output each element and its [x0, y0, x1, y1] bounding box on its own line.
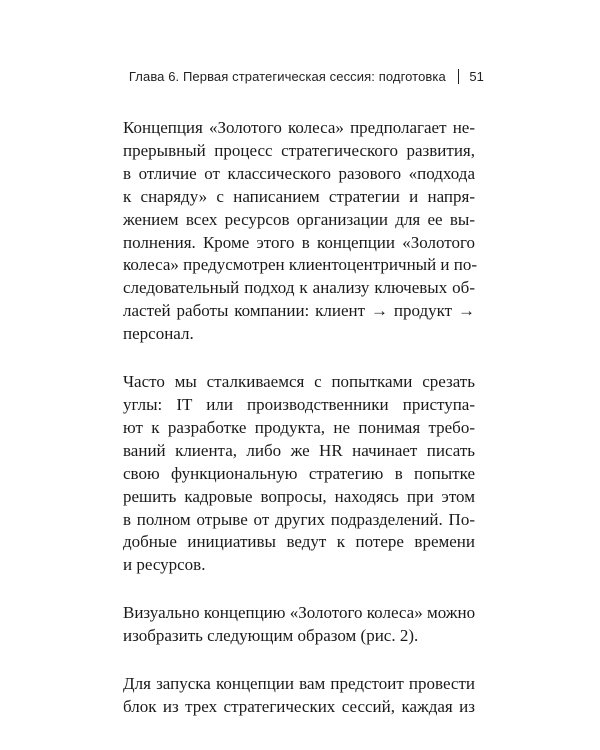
text-line: решить кадровые вопросы, находясь при этом [123, 486, 475, 506]
text-line: изобразить следующим образом (рис. 2). [123, 626, 419, 646]
header-divider [458, 69, 460, 84]
text-line: персонал. [123, 324, 194, 344]
text-line: жением всех ресурсов организации для ее вы- [123, 209, 475, 229]
text-line: углы: IT или производственники приступа- [123, 394, 475, 414]
running-header [129, 69, 484, 84]
text-line: свою функциональную стратегию в попытке [123, 463, 475, 483]
text-line: ластей работы компании: клиент → продукт → [123, 301, 475, 321]
text-line: Концепция «Золотого колеса» предполагает не- [123, 118, 475, 137]
paragraph-visual-representation [123, 602, 475, 648]
text-line: к снаряду» с написанием стратегии и напря- [123, 186, 475, 206]
paragraph-cutting-corners [123, 371, 475, 577]
text-line: и ресурсов. [123, 555, 206, 575]
text-line: добные инициативы ведут к потере времени [123, 532, 475, 552]
page-number: 51 [469, 69, 484, 84]
text-line: Визуально концепцию «Золотого колеса» можно [123, 603, 476, 623]
text-line: ваний клиента, либо же HR начинает писать [123, 440, 475, 460]
text-line: Для запуска концепции вам предстоит провести [123, 674, 475, 694]
text-line: в отличие от классического разового «подхода [123, 163, 475, 183]
paragraph-golden-wheel-concept [123, 117, 478, 346]
text-line: в полном отрыве от других подразделений. По- [123, 509, 475, 529]
text-line: колеса» предусмотрен клиентоцентричный и по- [123, 255, 478, 275]
paragraph-launch-concept [123, 673, 475, 719]
text-line: полнения. Кроме этого в концепции «Золотого [123, 232, 475, 252]
text-line: прерывный процесс стратегического развития, [123, 140, 475, 160]
text-line: Часто мы сталкиваемся с попытками срезать [123, 372, 475, 392]
text-line: ют к разработке продукта, не понимая требо- [123, 417, 475, 437]
text-line: блок из трех стратегических сессий, каждая из [123, 696, 475, 716]
body-text [123, 117, 478, 744]
chapter-title: Глава 6. Первая стратегическая сессия: подготовка [128, 69, 446, 84]
text-line: следовательный подход к анализу ключевых об- [123, 278, 475, 298]
